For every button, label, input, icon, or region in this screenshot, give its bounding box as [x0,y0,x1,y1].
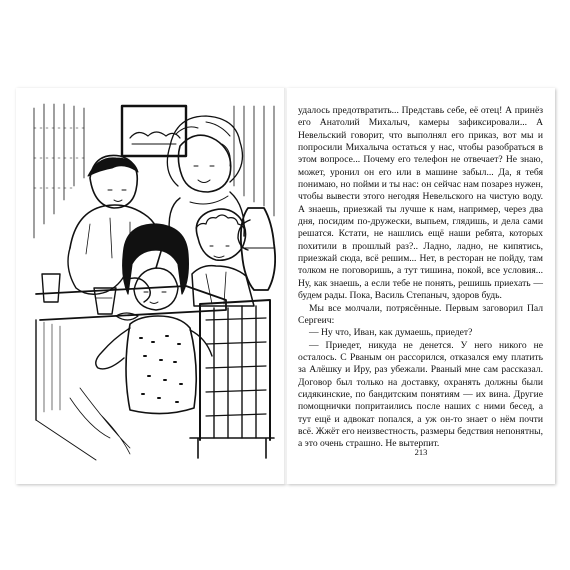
right-page [287,88,555,484]
glass-left [42,274,60,302]
illustration [30,98,276,466]
page-number: 213 [414,447,428,457]
paragraph: Мы все молчали, потрясённые. Первым заговорил Пал Сергеич: [298,302,543,326]
girl-dress [126,316,196,414]
page-text [298,105,543,451]
left-page [16,88,285,484]
chair [200,300,270,440]
paragraph: удалось предотвратить... Представь себе, её отец! А принёз его Анатолий Михалыч, камеры зафиксировали... А Невельский говорит, что выполнял его приказ, вот мы и попросили Михалыча остаться у нас, чтобы разобраться в этом вопросе... Почему его телефон не отвечает? Не знаю, может, уронил он его или в машине забыл... Да, я тебя понимаю, но пойми и ты нас: он сейчас нам позарез нужен, чтобы вывести этого негодяя Невельского на чистую воду. А знаешь, приезжай ты лучше к нам, например, через два дня, посидим по-дружески, выпьем, глядишь, и дела сами решатся. Кстати, не нашлись ещё наши ребята, которых похитили в прошлый раз?.. Ладно, ладно, не кипятись, приезжай сюда, всё решим... Нет, в ресторан не пойду, там толком не поговоришь, а тут тишина, покой, все условия... Ну, как знаешь, а если тебе не понять, решишь приехать — будем рады. Пока, Василь Степаныч, здоров будь. [298,105,543,302]
paragraph: — Ну что, Иван, как думаешь, приедет? [309,327,473,339]
girl-hair [123,224,189,294]
paragraph: — Приедет, никуда не денется. У него никого не осталось. С Рваным он рассорился, отказался ему платить за Алёшку и Иру, раз убежали. Рваный мне сам рассказал. Договор был только на доставку, охранять должны были сидякинские, по бандитским понятиям — их вина. Другие помощнички попритаились после наших с ними бесед, а тут ещё и адвокат попался, а уж он-то знает о нём почти всё. Жжёт его неизвестность, размеры бедствия непонятны, а это очень страшно. Не вытерпит. [298,339,543,450]
wall-picture [122,106,186,156]
table [36,286,226,320]
